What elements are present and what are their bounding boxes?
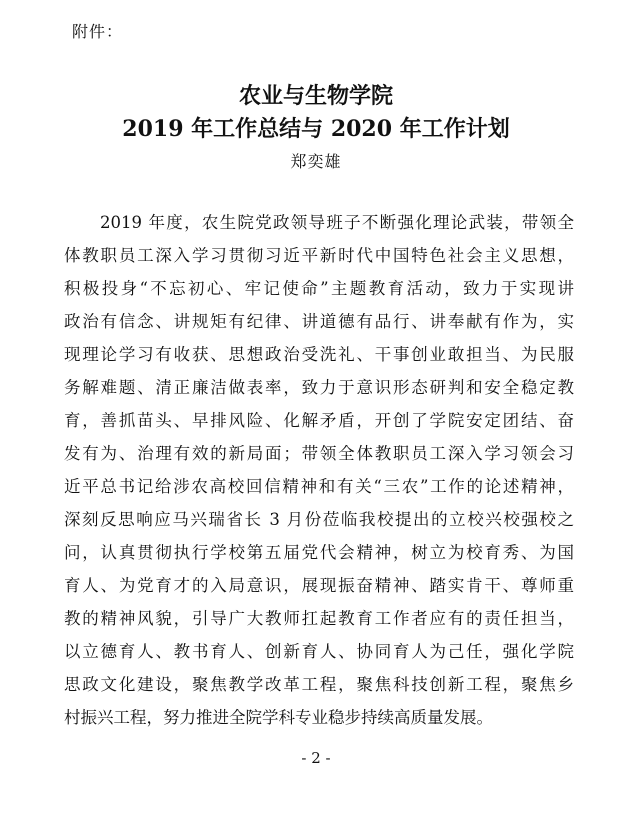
body-line: 深刻反思响应马兴瑞省长 3 月份莅临我校提出的立校兴校强校之 [64,510,574,529]
body-line: 政治有信念、讲规矩有纪律、讲道德有品行、讲奉献有作为，实 [64,312,574,331]
body-line: 村振兴工程，努力推进全院学科专业稳步持续高质量发展。 [64,708,493,727]
author-name: 郑奕雄 [290,152,342,171]
body-line: 近平总书记给涉农高校回信精神和有关“三农”工作的论述精神， [64,477,574,496]
body-line: 教的精神风貌，引导广大教师扛起教育工作者应有的责任担当， [64,609,574,628]
attachment-label: 附件： [72,22,124,41]
body-line: 问，认真贯彻执行学校第五届党代会精神，树立为校育秀、为国 [64,543,574,562]
body-line: 务解难题、清正廉洁做表率，致力于意识形态研判和安全稳定教 [64,378,574,397]
body-line: 现理论学习有收获、思想政治受洗礼、干事创业敢担当、为民服 [64,345,574,364]
body-line: 2019 年度，农生院党政领导班子不断强化理论武装，带领全 [100,213,574,232]
body-line: 育，善抓苗头、早排风险、化解矛盾，开创了学院安定团结、奋 [64,411,574,430]
body-line: 体教职员工深入学习贯彻习近平新时代中国特色社会主义思想， [64,246,574,265]
page-number: - 2 - [301,749,331,767]
body-line: 思政文化建设，聚焦教学改革工程，聚焦科技创新工程，聚焦乡 [64,675,574,694]
document-title-line-1: 农业与生物学院 [238,83,393,109]
body-line: 发有为、治理有效的新局面；带领全体教职员工深入学习领会习 [64,444,574,463]
body-line: 以立德育人、教书育人、创新育人、协同育人为己任，强化学院 [64,642,574,661]
body-line: 积极投身“不忘初心、牢记使命”主题教育活动，致力于实现讲 [64,279,574,298]
body-line: 育人、为党育才的入局意识，展现振奋精神、踏实肯干、尊师重 [64,576,574,595]
document-title-line-2: 2019 年工作总结与 2020 年工作计划 [122,116,510,142]
